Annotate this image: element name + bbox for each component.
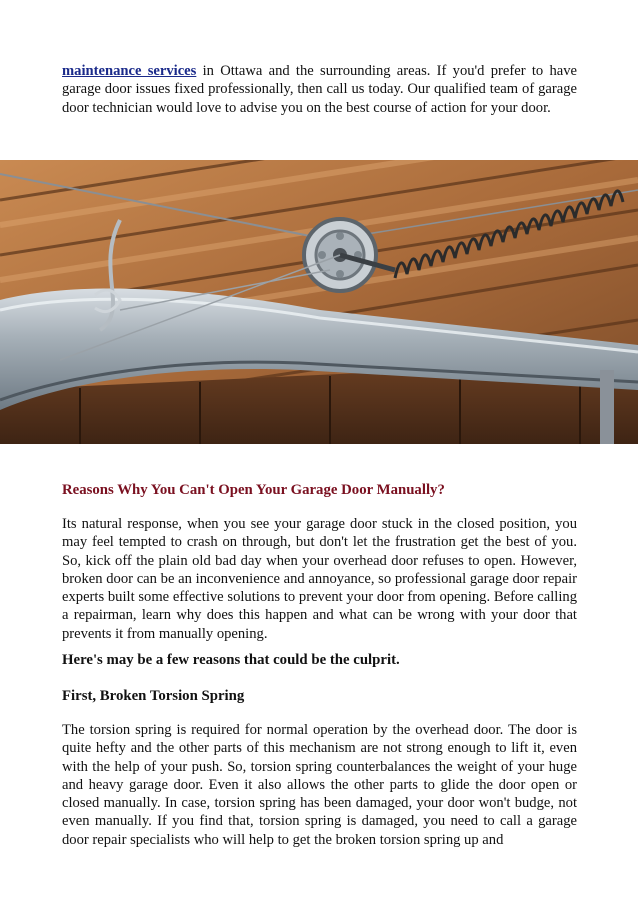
body-paragraph-2: The torsion spring is required for normal operation by the overhead door. The door is quite hefty and the other parts of this mechanism are not strong enough to lift it, even with the help of your push. So, torsion spring counterbalances the weight of your huge and heavy garage door. Even it also allows the other parts to glide the door open or closed manually. In case, torsion spring has been damaged, your door won't budge, not even manually. If you find that, torsion spring is damaged, you need to call a garage door repair specialists who will help to get the broken torsion spring up and [62,722,577,848]
garage-door-spring-photo [0,160,638,444]
body-paragraph-1: Its natural response, when you see your garage door stuck in the closed position, you may feel tempted to crash on through, but don't let the frustration get the best of you. So, kick off the plain old bad day when your overhead door refuses to open. However, broken door can be an inconvenience and annoyance, so professional garage door repair experts built some effective solutions to prevent your door from opening. Before calling a repairman, learn why does this happen and what can be wrong with your door that prevents it from manually opening. [62,516,577,642]
intro-paragraph [62,62,577,117]
section-heading: Reasons Why You Can't Open Your Garage Door Manually? [62,482,445,498]
torsion-spring-subheading: First, Broken Torsion Spring [62,688,245,704]
reasons-subheading: Here's may be a few reasons that could be the culprit. [62,652,400,668]
intro-text: in Ottawa and the surrounding areas. If you'd prefer to have garage door issues fixed professionally, then call us today. Our qualified team of garage door technician would love to advise you on the best course of action for your door. [62,63,577,116]
maintenance-services-link[interactable]: maintenance services [62,63,197,79]
